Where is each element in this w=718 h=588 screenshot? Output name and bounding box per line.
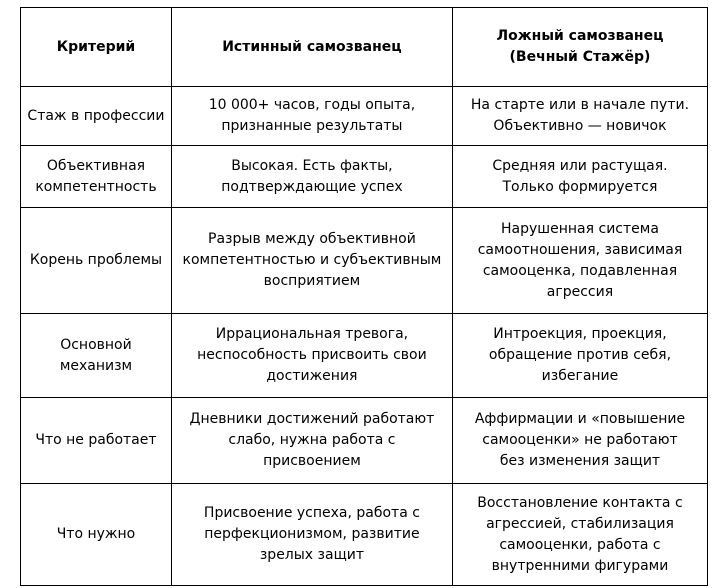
true-impostor-line: Присвоение успеха, работа с: [203, 505, 420, 521]
header-true-impostor: [171, 8, 452, 87]
true-impostor-line: достижения: [266, 368, 358, 384]
false-impostor-line: Только формируется: [502, 178, 658, 195]
false-impostor-line: самооценки, работа с: [499, 536, 661, 553]
true-impostor-line: зрелых защит: [259, 547, 365, 563]
false-impostor-line: Объективно — новичок: [493, 118, 667, 134]
comparison-table: [20, 7, 708, 586]
true-impostor-line: восприятием: [263, 273, 361, 289]
false-impostor-line: агрессией, стабилизация: [486, 515, 674, 532]
true-impostor-line: слабо, нужна работа с: [228, 432, 396, 448]
false-impostor-cell: [452, 146, 707, 208]
false-impostor-line: Восстановление контакта с: [477, 494, 683, 511]
criterion-cell: [21, 484, 172, 586]
true-impostor-line: неспособность присвоить свои: [197, 347, 427, 363]
table-row: [21, 398, 708, 484]
false-impostor-line: самооценка, подавленная: [482, 262, 678, 279]
true-impostor-line: 10 000+ часов, годы опыта,: [208, 97, 416, 113]
table-row: [21, 484, 708, 586]
false-impostor-line: Нарушенная система: [501, 220, 659, 237]
criterion-line: Что нужно: [56, 526, 136, 542]
criterion-line: компетентность: [35, 178, 157, 195]
header-criterion-line-1: Критерий: [56, 38, 136, 55]
false-impostor-line: обращение против себя,: [488, 347, 672, 363]
true-impostor-line: Дневники достижений работают: [189, 411, 435, 427]
criterion-cell: [21, 87, 172, 146]
false-impostor-line: Интроекция, проекция,: [493, 326, 667, 342]
false-impostor-cell: [452, 314, 707, 398]
false-impostor-line: самооценки» не работают: [482, 432, 678, 448]
true-impostor-line: компетентностью и субъективным: [182, 252, 442, 268]
criterion-cell: [21, 398, 172, 484]
false-impostor-line: Средняя или растущая.: [492, 157, 668, 174]
table-row: [21, 208, 708, 314]
criterion-line: Основной: [60, 336, 132, 353]
false-impostor-line: агрессия: [546, 283, 614, 300]
false-impostor-line: без изменения защит: [499, 453, 661, 469]
true-impostor-cell: [171, 484, 452, 586]
true-impostor-line: подтверждающие успех: [221, 178, 403, 195]
criterion-line: Что не работает: [35, 432, 157, 448]
header-false-impostor-line-2: (Вечный Стажёр): [509, 49, 651, 65]
true-impostor-cell: [171, 314, 452, 398]
header-true-impostor-line-1: Истинный самозванец: [222, 38, 402, 55]
criterion-cell: [21, 208, 172, 314]
header-false-impostor-line-1: Ложный самозванец: [496, 28, 664, 44]
criterion-line: Стаж в профессии: [27, 107, 165, 124]
true-impostor-line: присвоением: [263, 453, 361, 469]
false-impostor-line: самоотношения, зависимая: [477, 241, 683, 258]
header-criterion: [21, 8, 172, 87]
table-row: [21, 146, 708, 208]
true-impostor-line: признанные результаты: [221, 118, 403, 134]
criterion-line: Объективная: [46, 157, 146, 174]
false-impostor-cell: [452, 398, 707, 484]
false-impostor-cell: [452, 208, 707, 314]
header-false-impostor: [452, 8, 707, 87]
table-row: [21, 87, 708, 146]
false-impostor-cell: [452, 484, 707, 586]
header-row: [21, 8, 708, 87]
true-impostor-cell: [171, 208, 452, 314]
true-impostor-line: Разрыв между объективной: [208, 231, 416, 247]
criterion-line: механизм: [59, 357, 133, 374]
table-row: [21, 314, 708, 398]
false-impostor-cell: [452, 87, 707, 146]
true-impostor-line: перфекционизмом, развитие: [204, 526, 420, 542]
criterion-cell: [21, 146, 172, 208]
criterion-cell: [21, 314, 172, 398]
true-impostor-cell: [171, 398, 452, 484]
true-impostor-cell: [171, 87, 452, 146]
false-impostor-line: На старте или в начале пути.: [470, 97, 690, 113]
true-impostor-line: Высокая. Есть факты,: [231, 157, 393, 174]
false-impostor-line: Аффирмации и «повышение: [474, 411, 686, 427]
false-impostor-line: избегание: [541, 368, 619, 384]
true-impostor-line: Иррациональная тревога,: [215, 326, 409, 342]
true-impostor-cell: [171, 146, 452, 208]
false-impostor-line: внутренними фигурами: [491, 557, 669, 574]
criterion-line: Корень проблемы: [29, 252, 163, 268]
